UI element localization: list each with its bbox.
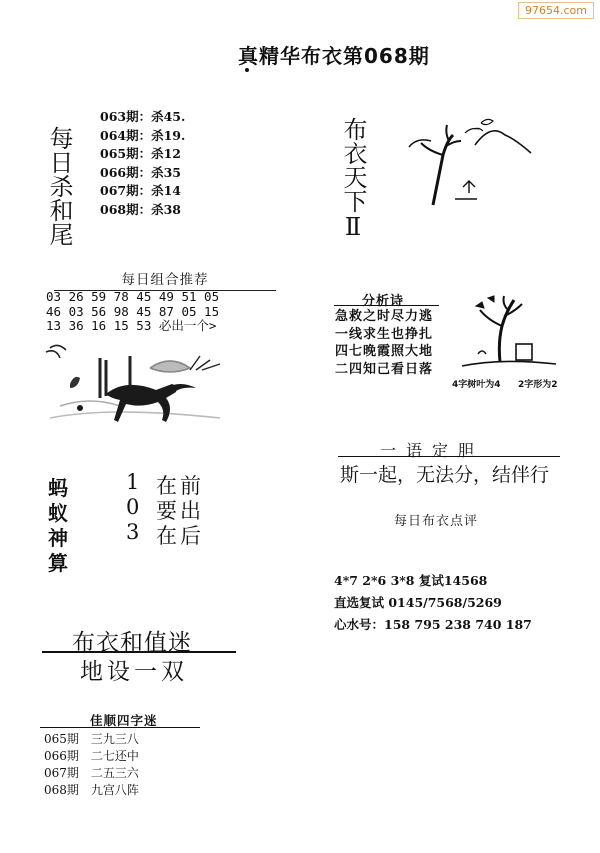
daily-kill-list bbox=[100, 108, 185, 219]
tree-caption-right: 2字形为2 bbox=[518, 380, 558, 390]
ant-text: 在后 bbox=[156, 524, 204, 548]
kill-item: 067期：杀14 bbox=[100, 183, 181, 198]
poem-line: 急救之时尽力逃 bbox=[335, 309, 434, 324]
four-char-riddle-rows bbox=[44, 731, 139, 799]
kill-item: 068期：杀38 bbox=[100, 201, 181, 217]
review-line: 心水号：158 795 238 740 187 bbox=[334, 617, 532, 632]
daily-kill-label: 每日杀和尾 bbox=[45, 126, 73, 246]
poem-line: 一线求生也挣扎 bbox=[335, 326, 434, 342]
landscape-illustration bbox=[405, 115, 535, 210]
ant-text: 要出 bbox=[156, 499, 204, 523]
tree-caption-left: 4字树叶为4 bbox=[452, 380, 501, 390]
analysis-poem-lines bbox=[335, 308, 433, 378]
sum-riddle-title: 布衣和值迷 bbox=[72, 630, 192, 656]
title-dot bbox=[245, 68, 249, 72]
one-word-title: 一语定胆 bbox=[380, 441, 485, 460]
poem-line: 二四知己看日落 bbox=[335, 361, 434, 377]
ant-number: 3 bbox=[126, 520, 140, 544]
site-watermark: 97654.com bbox=[518, 2, 594, 19]
one-word-text: 斯一起，无法分，结伴行 bbox=[340, 464, 550, 486]
horse-illustration bbox=[40, 338, 240, 438]
bird-sketch bbox=[46, 345, 66, 358]
ant-text: 在前 bbox=[156, 474, 204, 498]
flame-sketch bbox=[70, 377, 80, 388]
kill-item: 066期：杀35 bbox=[100, 164, 181, 180]
review-line: 4*7 2*6 3*8 复试14568 bbox=[334, 573, 488, 588]
buyi-tianxia-label: 布衣天下Ⅱ bbox=[339, 117, 367, 241]
ant-number: 0 bbox=[126, 495, 140, 519]
combo-row: 46 03 56 98 45 87 05 15 bbox=[46, 303, 220, 319]
combo-row: 03 26 59 78 45 49 51 05 bbox=[46, 289, 220, 304]
ant-number: 1 bbox=[126, 470, 140, 494]
page-title: 真精华布衣第068期 bbox=[238, 44, 430, 68]
daily-combo-rows bbox=[46, 290, 219, 334]
four-char-row: 066期 二七还中 bbox=[44, 749, 139, 763]
poem-divider bbox=[334, 305, 439, 306]
daily-review-title: 每日布衣点评 bbox=[394, 514, 479, 529]
ant-calc-label: 蚂蚁神算 bbox=[48, 476, 68, 575]
four-char-riddle-title: 佳顺四字迷 bbox=[90, 713, 158, 728]
poem-line: 四七晚霞照大地 bbox=[335, 344, 434, 359]
kill-item: 064期：杀19. bbox=[100, 127, 186, 143]
tree-illustration bbox=[458, 292, 558, 374]
combo-row: 13 36 16 15 53 必出一个> bbox=[46, 318, 217, 333]
four-char-divider bbox=[40, 727, 200, 728]
review-lines bbox=[334, 570, 532, 636]
review-line: 直选复试 0145/7568/5269 bbox=[334, 595, 502, 610]
four-char-row: 068期 九宫八阵 bbox=[44, 783, 139, 797]
kill-item: 065期：杀12 bbox=[100, 146, 181, 161]
four-char-row: 067期 二五三六 bbox=[44, 766, 139, 780]
sum-riddle-answer: 地设一双 bbox=[80, 659, 188, 685]
kill-item: 063期：杀45. bbox=[100, 109, 186, 124]
four-char-row: 065期 三九三八 bbox=[44, 732, 139, 746]
analysis-poem-title: 分析诗 bbox=[362, 294, 405, 309]
daily-combo-title: 每日组合推荐 bbox=[54, 268, 276, 291]
one-word-divider bbox=[338, 456, 560, 457]
